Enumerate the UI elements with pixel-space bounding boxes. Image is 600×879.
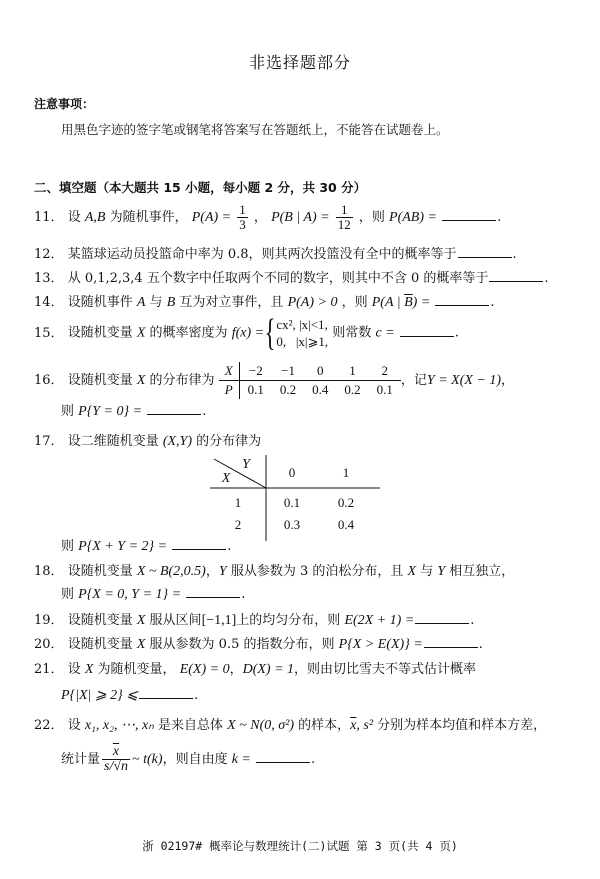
question-19 bbox=[34, 611, 474, 631]
math-expr: (X,Y) bbox=[162, 434, 193, 449]
question-text: 某篮球运动员投篮命中率为 0.8，则其两次投篮没有全中的概率等于 bbox=[67, 247, 457, 262]
math-expr: P(AB) = bbox=[389, 210, 437, 225]
p-value: 0.1 bbox=[376, 382, 393, 397]
question-text: 服从参数为 3 的泊松分布，且 bbox=[230, 564, 404, 579]
question-text: 服从区间 bbox=[149, 613, 202, 628]
question-21 bbox=[34, 660, 476, 680]
question-number: 21． bbox=[34, 662, 64, 677]
period: . bbox=[311, 752, 316, 767]
column-header: 0 bbox=[288, 465, 296, 480]
math-expr: P{X > E(X)} = bbox=[338, 637, 423, 652]
question-13 bbox=[34, 269, 549, 289]
math-expr: D(X) = 1 bbox=[242, 662, 295, 677]
period: . bbox=[497, 210, 502, 225]
question-text: 设随机变量 bbox=[67, 637, 133, 652]
math-expr: X bbox=[136, 637, 146, 652]
period: . bbox=[544, 271, 549, 286]
question-text: 设随机变量 bbox=[67, 325, 133, 341]
math-sample-variance: , s² bbox=[356, 718, 374, 733]
question-number: 20． bbox=[34, 637, 64, 652]
joint-distribution-table bbox=[210, 455, 380, 541]
period: . bbox=[202, 404, 207, 419]
question-text: 为随机事件， bbox=[109, 210, 188, 225]
p-value: 0.2 bbox=[279, 382, 297, 397]
question-text: 从 0,1,2,3,4 五个数字中任取两个不同的数字，则其中不含 0 的概率等于 bbox=[67, 271, 489, 286]
question-text: 互为对立事件，且 bbox=[179, 295, 284, 310]
question-text: 服从参数为 0.5 的指数分布，则 bbox=[149, 637, 335, 652]
math-expr: P{X + Y = 2} = bbox=[78, 539, 168, 554]
answer-blank[interactable] bbox=[442, 208, 496, 221]
math-part-complement: $\overline{B}$ bbox=[404, 295, 413, 310]
question-text: 则 bbox=[61, 587, 75, 602]
answer-blank[interactable] bbox=[415, 611, 469, 624]
math-expr: P(A) > 0 bbox=[287, 295, 338, 310]
fraction-denominator: 3 bbox=[239, 217, 246, 232]
fraction bbox=[102, 745, 130, 774]
question-text: ， bbox=[205, 564, 219, 579]
math-expr: P{Y = 0} = bbox=[78, 404, 143, 419]
math-expr: x₁, x₂, ⋯, xₙ bbox=[84, 718, 154, 733]
math-expr bbox=[372, 295, 431, 310]
question-number: 15． bbox=[34, 325, 64, 341]
question-text: 设随机变量 bbox=[67, 373, 133, 388]
question-number: 19． bbox=[34, 613, 64, 628]
fraction-numerator: 1 bbox=[336, 203, 353, 218]
question-14 bbox=[34, 293, 495, 313]
question-text: ， bbox=[253, 210, 267, 225]
x-value: −1 bbox=[272, 362, 304, 381]
fraction bbox=[336, 203, 353, 232]
question-text: 统计量 bbox=[61, 752, 101, 767]
math-expr: f(x) = bbox=[231, 325, 265, 341]
question-21-line-2 bbox=[61, 686, 198, 706]
cell-value: 0.3 bbox=[283, 517, 301, 532]
question-18-line-2 bbox=[61, 585, 245, 605]
p-value: 0.4 bbox=[312, 382, 329, 397]
question-text: 为随机变量， bbox=[97, 662, 176, 677]
p-value: 0.2 bbox=[344, 382, 361, 397]
period: . bbox=[512, 247, 517, 262]
table-row bbox=[219, 362, 401, 381]
fraction-denominator: 12 bbox=[337, 217, 351, 232]
notes-heading: 注意事项： bbox=[34, 97, 95, 111]
question-22 bbox=[34, 716, 546, 736]
math-expr: X ~ B(2,0.5) bbox=[136, 564, 206, 579]
math-expr: X bbox=[84, 662, 94, 677]
cell-value: 0.4 bbox=[337, 517, 355, 532]
question-text: 相互独立， bbox=[449, 564, 515, 579]
question-text: 是来自总体 bbox=[157, 718, 223, 733]
math-expr: A bbox=[136, 295, 146, 310]
distribution-table bbox=[219, 362, 401, 399]
question-number: 11． bbox=[34, 210, 64, 225]
question-text: 设随机变量 bbox=[67, 564, 133, 579]
question-text: 的样本， bbox=[298, 718, 351, 733]
math-sample-mean: $\overline{x}$ bbox=[350, 718, 357, 733]
question-text: 设 bbox=[67, 662, 81, 677]
row-header: 2 bbox=[234, 517, 242, 532]
question-22-line-2 bbox=[61, 745, 315, 774]
cell-value: 0.2 bbox=[337, 495, 355, 510]
cell-value: 0.1 bbox=[283, 495, 301, 510]
answer-blank[interactable] bbox=[424, 635, 478, 648]
question-text: ，则自由度 bbox=[162, 752, 228, 767]
answer-blank[interactable] bbox=[458, 245, 512, 258]
math-expr: X ~ N(0, σ²) bbox=[227, 718, 294, 733]
row-header: 1 bbox=[234, 495, 242, 510]
math-interval: [−1,1] bbox=[201, 613, 237, 628]
row-label: X bbox=[219, 362, 239, 381]
question-number: 17． bbox=[34, 434, 64, 449]
math-expr: ~ t(k) bbox=[132, 752, 163, 767]
case-1: cx², |x|<1, bbox=[276, 317, 328, 332]
math-expr: P{X = 0, Y = 1} = bbox=[78, 587, 182, 602]
question-16 bbox=[34, 362, 514, 399]
math-expr: E(X) = 0 bbox=[179, 662, 230, 677]
question-15 bbox=[34, 314, 459, 352]
fraction-denominator: s/√n bbox=[104, 759, 129, 774]
question-text: 设 bbox=[67, 210, 81, 225]
math-expr: k = bbox=[231, 752, 251, 767]
question-16-line-2 bbox=[61, 402, 206, 422]
x-value: 0 bbox=[304, 362, 336, 381]
answer-blank[interactable] bbox=[186, 585, 240, 598]
x-value: 2 bbox=[369, 362, 401, 381]
question-11 bbox=[34, 203, 501, 232]
question-text: 则 bbox=[61, 539, 75, 554]
math-expr: X bbox=[407, 564, 417, 579]
question-text: 设随机事件 bbox=[67, 295, 133, 310]
question-text: 则常数 bbox=[332, 325, 372, 341]
question-number: 13． bbox=[34, 271, 64, 286]
x-value: 1 bbox=[336, 362, 368, 381]
section-heading: 二、填空题（本大题共 15 小题，每小题 2 分，共 30 分） bbox=[34, 180, 367, 195]
question-number: 22． bbox=[34, 718, 64, 733]
question-text: 的概率密度为 bbox=[149, 325, 228, 341]
answer-blank[interactable] bbox=[435, 293, 489, 306]
fraction-numerator: $\overline{x}$ bbox=[102, 745, 130, 760]
math-expr: B bbox=[166, 295, 176, 310]
case-2: 0, |x|⩾1, bbox=[276, 334, 329, 349]
math-expr: Y bbox=[218, 564, 227, 579]
question-text: ，记 bbox=[400, 373, 427, 388]
row-label: P bbox=[219, 381, 239, 400]
question-18 bbox=[34, 562, 514, 582]
period: . bbox=[227, 539, 232, 554]
question-17 bbox=[34, 432, 261, 452]
question-number: 16． bbox=[34, 373, 64, 388]
math-part: ) = bbox=[412, 295, 431, 310]
math-expr: P{|X| ⩾ 2} ⩽ bbox=[61, 688, 138, 703]
question-text: ，则 bbox=[358, 210, 385, 225]
question-text: 与 bbox=[420, 564, 434, 579]
math-expr: A,B bbox=[84, 210, 106, 225]
notes-text: 用黑色字迹的签字笔或钢笔将答案写在答题纸上，不能答在试题卷上。 bbox=[61, 122, 449, 137]
question-text: 分别为样本均值和样本方差， bbox=[377, 718, 547, 733]
question-text: 上的均匀分布，则 bbox=[236, 613, 341, 628]
fraction-numerator: 1 bbox=[239, 202, 246, 217]
question-text: 设二维随机变量 bbox=[67, 434, 159, 449]
math-expr: X bbox=[136, 325, 146, 341]
math-expr: P(B | A) = bbox=[271, 210, 330, 225]
question-text: 设随机变量 bbox=[67, 613, 133, 628]
p-value: 0.1 bbox=[247, 382, 264, 397]
question-number: 14． bbox=[34, 295, 64, 310]
x-value: −2 bbox=[239, 362, 272, 381]
answer-blank[interactable] bbox=[256, 750, 310, 763]
answer-blank[interactable] bbox=[172, 537, 226, 550]
question-17-line-2 bbox=[61, 537, 231, 557]
question-text: ，则 bbox=[341, 295, 368, 310]
period: . bbox=[241, 587, 246, 602]
period: . bbox=[193, 688, 199, 703]
question-text: 设 bbox=[67, 718, 81, 733]
period: . bbox=[454, 325, 459, 341]
answer-blank[interactable] bbox=[489, 269, 543, 282]
math-expr: X bbox=[136, 613, 146, 628]
math-expr: E(2X + 1) = bbox=[344, 613, 415, 628]
page-title: 非选择题部分 bbox=[248, 53, 351, 72]
math-part: P(A | bbox=[371, 295, 405, 310]
question-text: ， bbox=[229, 662, 243, 677]
table-row bbox=[219, 381, 401, 400]
question-text: ， bbox=[501, 373, 515, 388]
question-number: 12． bbox=[34, 247, 64, 262]
fraction bbox=[237, 203, 248, 232]
period: . bbox=[490, 295, 495, 310]
piecewise-cases bbox=[276, 316, 328, 350]
question-text: 的分布律为 bbox=[196, 434, 262, 449]
question-text: 则 bbox=[61, 404, 75, 419]
math-expr: c = bbox=[375, 325, 395, 341]
math-expr: X bbox=[136, 373, 146, 388]
page-footer: 浙 02197# 概率论与数理统计(二)试题 第 3 页(共 4 页) bbox=[142, 839, 458, 853]
answer-blank[interactable] bbox=[147, 402, 201, 415]
math-expr: Y bbox=[437, 564, 446, 579]
answer-blank[interactable] bbox=[139, 686, 193, 699]
math-expr: Y = X(X − 1) bbox=[426, 373, 502, 388]
brace-symbol: { bbox=[264, 312, 276, 354]
corner-y-label: Y bbox=[242, 457, 250, 472]
corner-x-label: X bbox=[221, 471, 231, 486]
column-header: 1 bbox=[342, 465, 350, 480]
question-20 bbox=[34, 635, 483, 655]
question-text: ，则由切比雪夫不等式估计概率 bbox=[294, 662, 477, 677]
answer-blank[interactable] bbox=[400, 324, 454, 337]
question-text: 的分布律为 bbox=[149, 373, 215, 388]
period: . bbox=[478, 637, 483, 652]
question-text: 与 bbox=[149, 295, 163, 310]
period: . bbox=[470, 613, 475, 628]
question-number: 18． bbox=[34, 564, 64, 579]
math-expr: P(A) = bbox=[191, 210, 232, 225]
question-12 bbox=[34, 245, 517, 265]
